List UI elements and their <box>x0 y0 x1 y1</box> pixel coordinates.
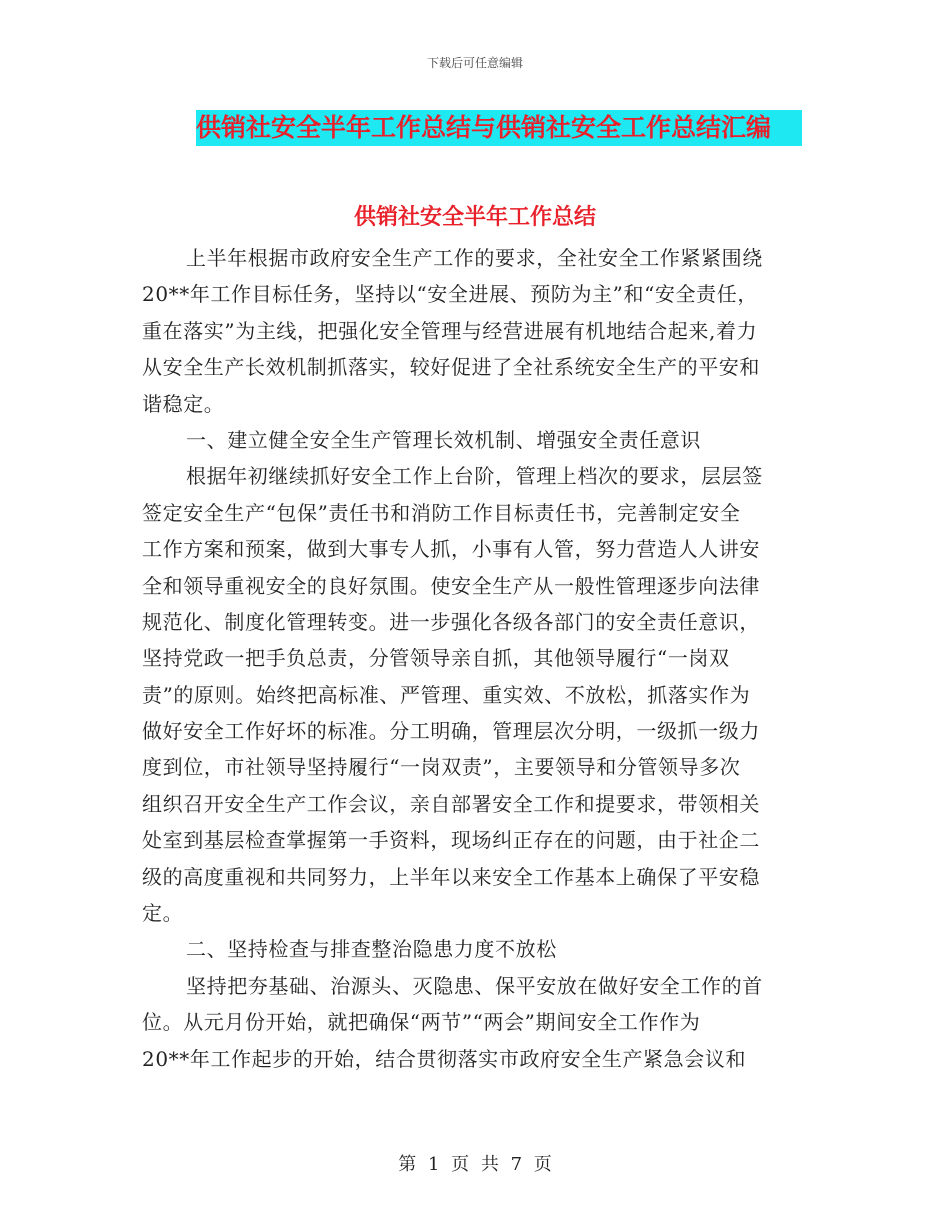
paragraph-line: 处室到基层检查掌握第一手资料，现场纠正存在的问题，由于社企二 <box>142 828 760 853</box>
paragraph-line: 重在落实”为主线，把强化安全管理与经营进展有机地结合起来,着力 <box>142 318 758 343</box>
paragraph-line: 规范化、制度化管理转变。进一步强化各级各部门的安全责任意识， <box>142 609 760 634</box>
paragraph-line: 从安全生产长效机制抓落实，较好促进了全社系统安全生产的平安和 <box>142 355 760 380</box>
paragraph-line: 做好安全工作好坏的标准。分工明确，管理层次分明，一级抓一级力 <box>142 719 760 744</box>
section-heading: 一、建立健全安全生产管理长效机制、增强安全责任意识 <box>186 427 701 452</box>
paragraph-line: 根据年初继续抓好安全工作上台阶，管理上档次的要求，层层签 <box>186 464 763 489</box>
paragraph-line: 全和领导重视安全的良好氛围。使安全生产从一般性管理逐步向法律 <box>142 573 760 598</box>
paragraph-line: 坚持把夯基础、治源头、灭隐患、保平安放在做好安全工作的首 <box>186 973 763 998</box>
section-title: 供销社安全半年工作总结 <box>353 205 596 230</box>
paragraph-line: 级的高度重视和共同努力，上半年以来安全工作基本上确保了平安稳 <box>142 864 760 889</box>
paragraph-line: 谐稳定。 <box>142 391 225 416</box>
paragraph-line: 坚持党政一把手负总责，分管领导亲自抓，其他领导履行“一岗双 <box>142 646 730 671</box>
paragraph-line: 定。 <box>142 901 184 926</box>
paragraph-line: 位。从元月份开始，就把确保“两节”“两会”期间安全工作作为 <box>142 1010 701 1035</box>
page-footer: 第 1 页 共 7 页 <box>398 1154 552 1175</box>
main-title: 供销社安全半年工作总结与供销社安全工作总结汇编 <box>196 110 802 146</box>
paragraph-line: 20**年工作起步的开始，结合贯彻落实市政府安全生产紧急会议和 <box>142 1046 747 1071</box>
document-body <box>142 240 812 1077</box>
header-note: 下载后可任意编辑 <box>426 56 523 70</box>
paragraph-line: 度到位，市社领导坚持履行“一岗双责”，主要领导和分管领导多次 <box>142 755 741 780</box>
paragraph-line: 20**年工作目标任务，坚持以“安全进展、预防为主”和“安全责任， <box>142 282 758 307</box>
paragraph-line: 组织召开安全生产工作会议，亲自部署安全工作和提要求，带领相关 <box>142 791 760 816</box>
paragraph-line: 工作方案和预案，做到大事专人抓，小事有人管，努力营造人人讲安 <box>142 537 760 562</box>
paragraph-line: 签定安全生产“包保”责任书和消防工作目标责任书，完善制定安全 <box>142 500 741 525</box>
paragraph-line: 上半年根据市政府安全生产工作的要求，全社安全工作紧紧围绕 <box>186 246 763 270</box>
paragraph-line: 责”的原则。始终把高标准、严管理、重实效、不放松，抓落实作为 <box>142 682 751 707</box>
section-heading: 二、坚持检查与排查整治隐患力度不放松 <box>186 937 557 962</box>
